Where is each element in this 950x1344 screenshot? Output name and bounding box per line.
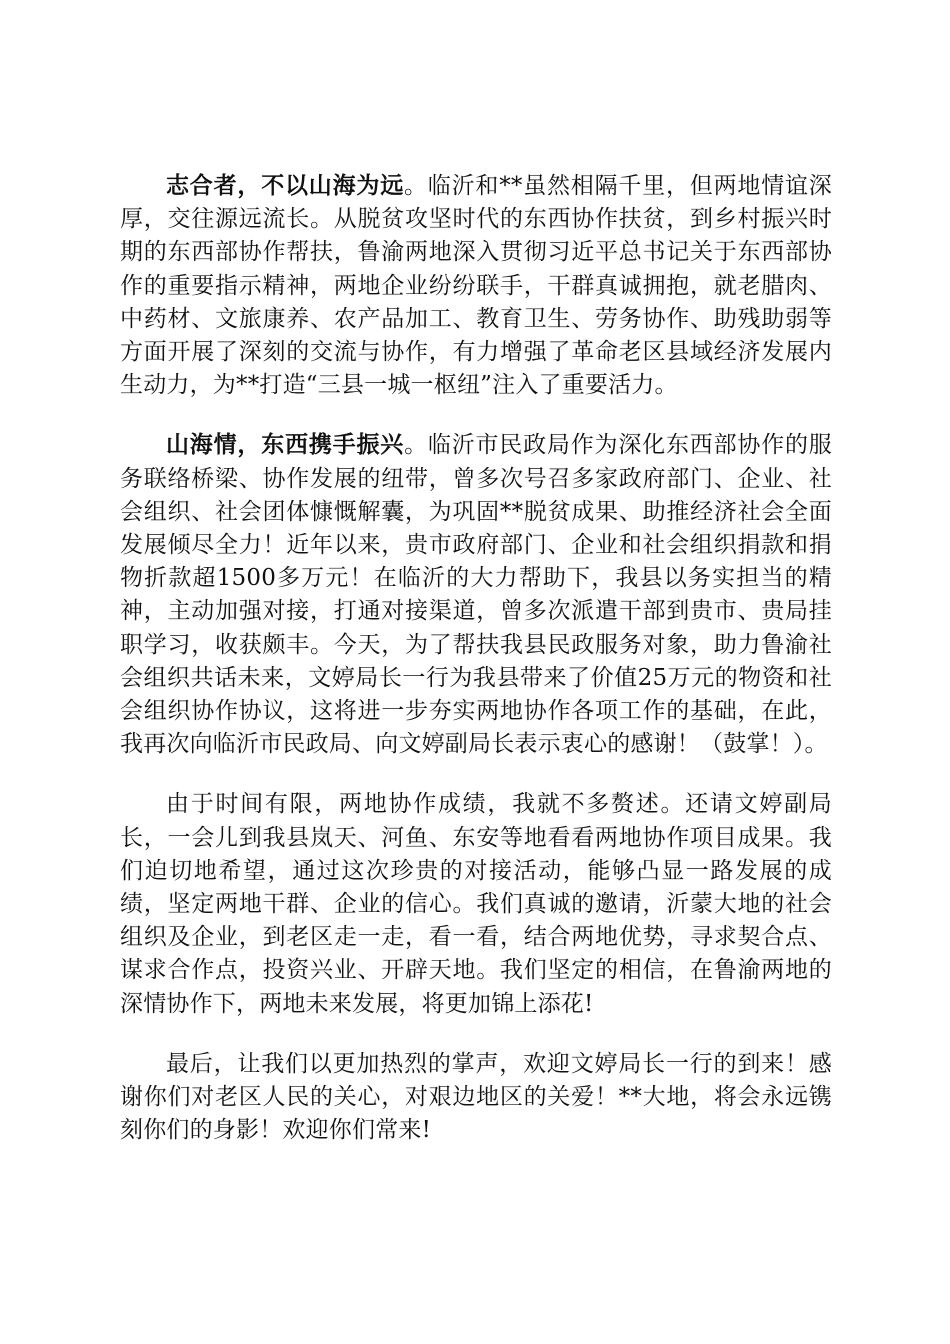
paragraph-3-text: 由于时间有限，两地协作成绩，我就不多赘述。还请文婷副局长，一会儿到我县岚天、河鱼、东安等地看看两地协作项目成果。我们迫切地希望，通过这次珍贵的对接活动，能够凸显一路发展的成绩，坚定两地干群、企业的信心。我们真诚的邀请，沂蒙大地的社会组织及企业，到老区走一走，看一看，结合两地优势，寻求契合点、谋求合作点，投资兴业、开辟天地。我们坚定的相信，在鲁渝两地的深情协作下，两地未来发展，将更加锦上添花! [120,791,832,1017]
paragraph-4 [120,1048,832,1148]
paragraph-2-text: 。临沂市民政局作为深化东西部协作的服务联络桥梁、协作发展的纽带，曾多次号召多家政府部门、企业、社会组织、社会团体慷慨解囊，为巩固**脱贫成果、助推经济社会全面发展倾尽全力！近年以来，贵市政府部门、企业和社会组织捐款和捐物折款超1500多万元！在临沂的大力帮助下，我县以务实担当的精神，主动加强对接，打通对接渠道，曾多次派遣干部到贵市、贵局挂职学习，收获颇丰。今天，为了帮扶我县民政服务对象，助力鲁渝社会组织共话未来，文婷局长一行为我县带来了价值25万元的物资和社会组织协作协议，这将进一步夯实两地协作各项工作的基础，在此，我再次向临沂市民政局、向文婷副局长表示衷心的感谢！（鼓掌！）。 [120,432,832,758]
paragraph-1-text: 。临沂和**虽然相隔千里，但两地情谊深厚，交往源远流长。从脱贫攻坚时代的东西协作扶贫，到乡村振兴时期的东西部协作帮扶，鲁渝两地深入贯彻习近平总书记关于东西部协作的重要指示精神，两地企业纷纷联手，干群真诚拥抱，就老腊肉、中药材、文旅康养、农产品加工、教育卫生、劳务协作、助残助弱等方面开展了深刻的交流与协作，有力增强了革命老区县域经济发展内生动力，为**打造“三县一城一枢纽”注入了重要活力。 [120,173,832,399]
paragraph-2 [120,429,832,761]
paragraph-2-lead: 山海情，东西携手振兴 [166,432,405,459]
paragraph-3 [120,788,832,1020]
paragraph-1 [120,170,832,402]
document-body [120,170,832,1174]
paragraph-4-text: 最后，让我们以更加热烈的掌声，欢迎文婷局长一行的到来！感谢你们对老区人民的关心，对艰边地区的关爱！**大地，将会永远镌刻你们的身影！欢迎你们常来! [120,1050,832,1144]
paragraph-1-lead: 志合者，不以山海为远 [166,173,404,199]
